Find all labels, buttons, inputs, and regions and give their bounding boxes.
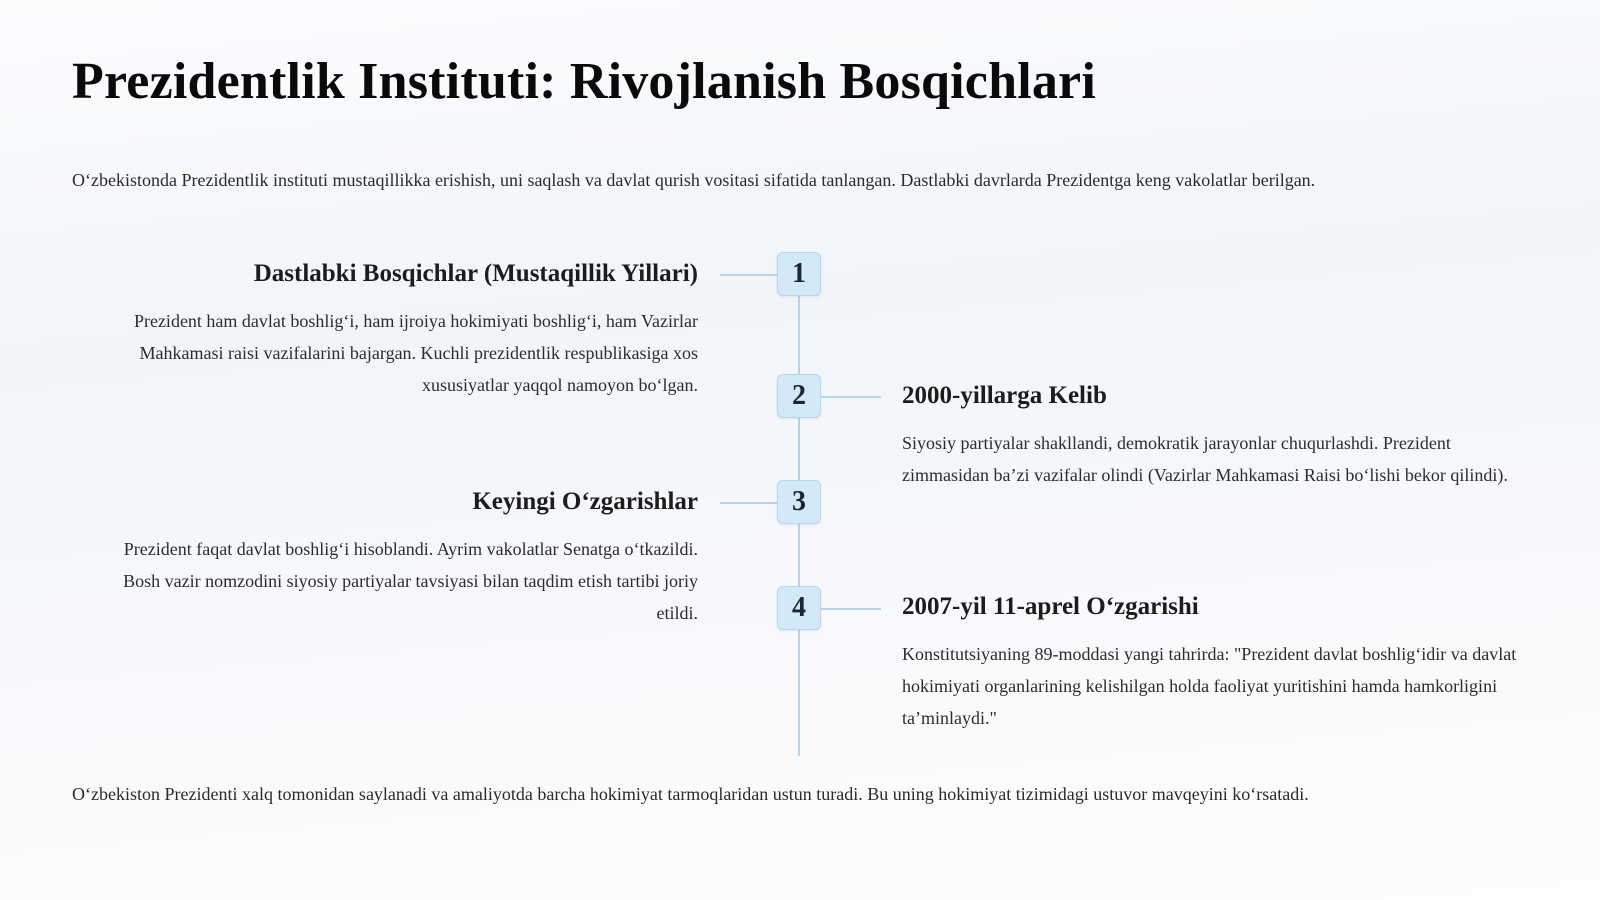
- timeline-marker-1: 1: [777, 252, 821, 296]
- timeline-connector: [821, 396, 881, 398]
- timeline-item-3: [98, 486, 698, 629]
- intro-paragraph: O‘zbekistonda Prezidentlik instituti mustaqillikka erishish, uni saqlash va davlat qurish vositasi sifatida tanlangan. Dastlabki davrlarda Prezidentga keng vakolatlar berilgan.: [72, 170, 1316, 190]
- timeline-item-1: [98, 258, 698, 401]
- timeline-marker-2: 2: [777, 374, 821, 418]
- timeline-heading: Dastlabki Bosqichlar (Mustaqillik Yillari): [253, 260, 698, 287]
- timeline-item-4: [902, 591, 1522, 734]
- timeline-heading: Keyingi O‘zgarishlar: [472, 488, 698, 515]
- timeline-marker-4: 4: [777, 586, 821, 630]
- timeline-text: Siyosiy partiyalar shakllandi, demokratik jarayonlar chuqurlashdi. Prezident zimmasidan ba’zi vazifalar olindi (Vazirlar Mahkamasi Raisi bo‘lishi bekor qilindi).: [902, 432, 1508, 485]
- timeline-marker-3: 3: [777, 480, 821, 524]
- timeline-line: [798, 292, 800, 756]
- page-title: Prezidentlik Instituti: Rivojlanish Bosqichlari: [72, 53, 1096, 110]
- timeline-connector: [720, 502, 777, 504]
- timeline-text: Prezident faqat davlat boshlig‘i hisoblandi. Ayrim vakolatlar Senatga o‘tkazildi. Bosh vazir nomzodini siyosiy partiyalar tavsiyasi bilan taqdim etish tartibi joriy etildi.: [123, 538, 698, 623]
- timeline-heading: 2000-yillarga Kelib: [902, 382, 1107, 409]
- timeline-connector: [821, 608, 881, 610]
- timeline-text: Konstitutsiyaning 89-moddasi yangi tahrirda: "Prezident davlat boshlig‘idir va davlat hokimiyati organlarining kelishilgan holda faoliyat yuritishini hamda hamkorligini ta’minlaydi.": [902, 643, 1517, 728]
- timeline-item-2: [902, 380, 1522, 491]
- timeline-heading: 2007-yil 11-aprel O‘zgarishi: [902, 593, 1199, 620]
- conclusion-paragraph: O‘zbekiston Prezidenti xalq tomonidan saylanadi va amaliyotda barcha hokimiyat tarmoqlaridan ustun turadi. Bu uning hokimiyat tizimidagi ustuvor mavqeyini ko‘rsatadi.: [72, 784, 1309, 804]
- timeline-text: Prezident ham davlat boshlig‘i, ham ijroiya hokimiyati boshlig‘i, ham Vazirlar Mahkamasi raisi vazifalarini bajargan. Kuchli prezidentlik respublikasiga xos xususiyatlar yaqqol namoyon bo‘lgan.: [133, 310, 698, 395]
- timeline-connector: [720, 274, 777, 276]
